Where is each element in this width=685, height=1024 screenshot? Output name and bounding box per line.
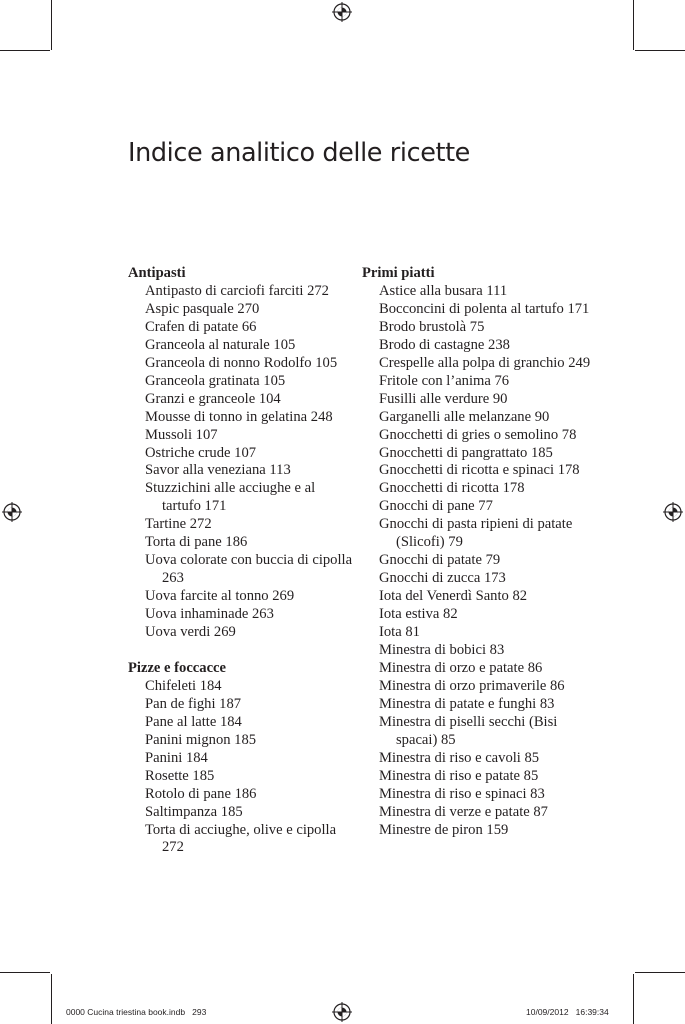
index-entry: Iota 81 — [379, 624, 420, 641]
index-entry: Minestra di riso e spinaci 83 — [379, 785, 545, 802]
index-entry: Minestra di riso e patate 85 — [379, 767, 539, 784]
index-entry: Gnocchetti di gries o semolino 78 — [379, 426, 577, 443]
index-entry: Iota estiva 82 — [379, 606, 458, 623]
index-entry: Minestra di piselli secchi (Bisi spacai) 85 — [379, 713, 558, 748]
index-column-right — [362, 265, 602, 857]
index-entry: Gnocchi di pane 77 — [379, 498, 493, 515]
registration-mark-icon — [332, 2, 352, 22]
index-entry: Pan de fighi 187 — [145, 695, 242, 712]
index-entry: Fritole con l’anima 76 — [379, 372, 510, 389]
index-entry: Torta di pane 186 — [145, 534, 248, 551]
index-entry: Panini 184 — [145, 749, 208, 766]
index-entry: Gnocchetti di pangrattato 185 — [379, 444, 553, 461]
index-entry: Uova farcite al tonno 269 — [145, 588, 295, 605]
index-entry: Crespelle alla polpa di granchio 249 — [379, 354, 591, 371]
index-entry: Minestre de piron 159 — [379, 821, 509, 838]
section-heading: Primi piatti — [362, 265, 435, 281]
crop-mark — [0, 972, 50, 973]
index-entry: Minestra di patate e funghi 83 — [379, 695, 555, 712]
index-entry: Ostriche crude 107 — [145, 444, 257, 461]
index-entry: Stuzzichini alle acciughe e al tartufo 171 — [145, 480, 316, 515]
index-entry: Brodo di castagne 238 — [379, 336, 510, 353]
index-entry: Panini mignon 185 — [145, 731, 257, 748]
slug-datetime: 10/09/2012 16:39:34 — [526, 1007, 609, 1017]
index-entry: Gnocchi di patate 79 — [379, 552, 501, 569]
index-entry: Granceola al naturale 105 — [145, 336, 296, 353]
index-entry: Rotolo di pane 186 — [145, 785, 257, 802]
index-entry: Gnocchetti di ricotta 178 — [379, 480, 525, 497]
registration-mark-icon — [663, 502, 683, 522]
index-entry: Saltimpanza 185 — [145, 803, 243, 820]
index-section — [128, 265, 353, 642]
index-section — [128, 660, 353, 857]
slug-file-info: 0000 Cucina triestina book.indb 293 — [66, 1007, 207, 1017]
index-entry: Minestra di orzo e patate 86 — [379, 659, 543, 676]
index-entry: Rosette 185 — [145, 767, 215, 784]
index-entry: Minestra di bobici 83 — [379, 642, 505, 659]
crop-mark — [633, 974, 634, 1024]
index-entry: Savor alla veneziana 113 — [145, 462, 291, 479]
index-entry: Minestra di orzo primaverile 86 — [379, 677, 565, 694]
index-entry: Astice alla busara 111 — [379, 282, 508, 299]
crop-mark — [635, 50, 685, 51]
index-entry: Antipasto di carciofi farciti 272 — [145, 282, 329, 299]
index-entry: Garganelli alle melanzane 90 — [379, 408, 550, 425]
crop-mark — [51, 0, 52, 50]
index-entry: Granzi e granceole 104 — [145, 390, 281, 407]
index-entry: Gnocchi di pasta ripieni di patate (Slicofi) 79 — [379, 516, 573, 551]
index-entry: Pane al latte 184 — [145, 713, 242, 730]
crop-mark — [0, 50, 50, 51]
page-title: Indice analitico delle ricette — [128, 138, 470, 168]
crop-mark — [633, 0, 634, 50]
index-entry: Iota del Venerdì Santo 82 — [379, 588, 528, 605]
index-entry: Aspic pasquale 270 — [145, 300, 260, 317]
index-entry: Crafen di patate 66 — [145, 318, 257, 335]
index-entry: Gnocchi di zucca 173 — [379, 570, 506, 587]
section-heading: Pizze e foccacce — [128, 659, 227, 676]
index-entry: Granceola gratinata 105 — [145, 372, 286, 389]
crop-mark — [635, 972, 685, 973]
registration-mark-icon — [332, 1002, 352, 1022]
index-entry: Minestra di verze e patate 87 — [379, 803, 548, 820]
index-section — [362, 265, 602, 840]
index-entry: Minestra di riso e cavoli 85 — [379, 749, 540, 766]
index-entry: Uova colorate con buccia di cipolla 263 — [145, 552, 353, 587]
index-entry: Gnocchetti di ricotta e spinaci 178 — [379, 462, 580, 479]
index-entry: Brodo brustolà 75 — [379, 318, 485, 335]
index-entry: Uova inhaminade 263 — [145, 606, 274, 623]
index-entry: Granceola di nonno Rodolfo 105 — [145, 354, 338, 371]
index-entry: Uova verdi 269 — [145, 624, 236, 641]
index-entry: Chifeleti 184 — [145, 677, 222, 694]
section-heading: Antipasti — [128, 265, 186, 281]
crop-mark — [51, 974, 52, 1024]
index-column-left — [128, 265, 353, 875]
index-entry: Tartine 272 — [145, 516, 212, 533]
index-entry: Fusilli alle verdure 90 — [379, 390, 508, 407]
registration-mark-icon — [2, 502, 22, 522]
index-entry: Mousse di tonno in gelatina 248 — [145, 408, 333, 425]
index-entry: Torta di acciughe, olive e cipolla 272 — [145, 821, 337, 856]
index-entry: Mussoli 107 — [145, 426, 218, 443]
index-entry: Bocconcini di polenta al tartufo 171 — [379, 300, 590, 317]
